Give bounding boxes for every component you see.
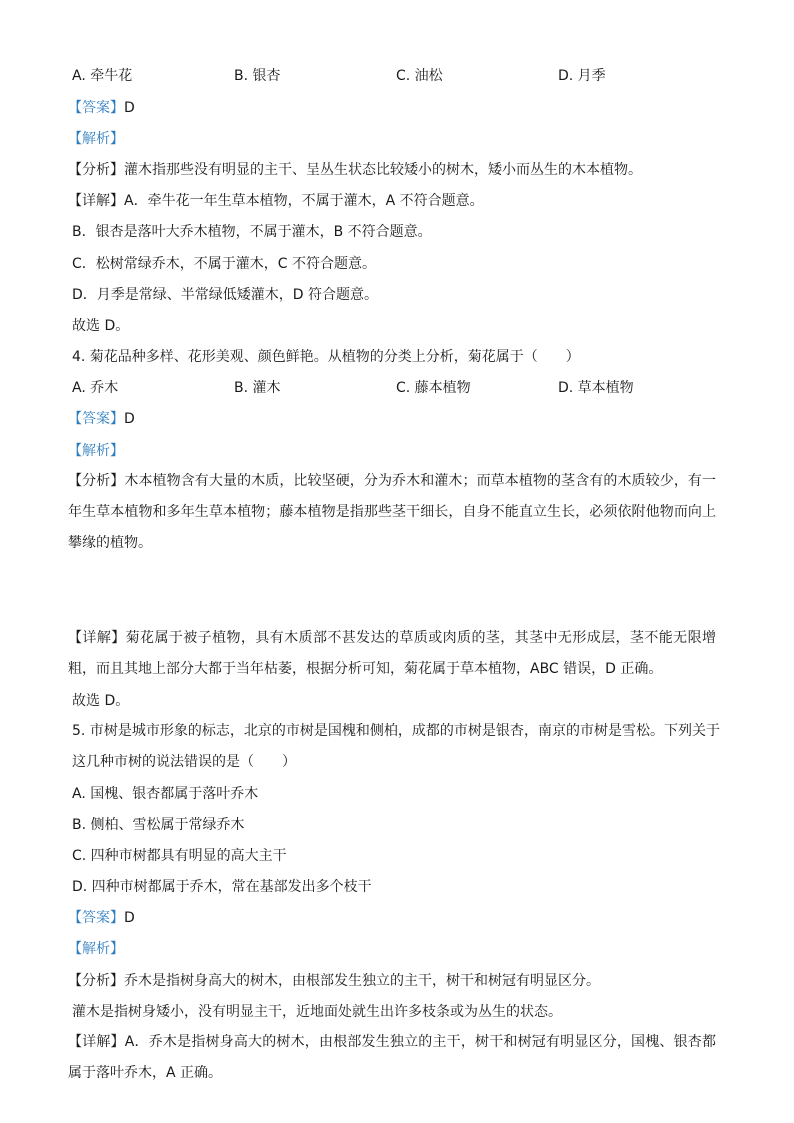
xiangjie-tag: 【详解】 xyxy=(68,193,124,209)
answer-value: D xyxy=(124,411,135,427)
xiangjie-text: 菊花属于被子植物，具有木质部不甚发达的草质或肉质的茎，其茎中无形成层，茎不能无限增粗，而且其地上部分大都于当年枯萎，根据分析可知，菊花属于草本植物，ABC 错误，D 正确。 xyxy=(68,630,717,677)
q3-detail-d: D．月季是常绿、半常绿低矮灌木，D 符合题意。 xyxy=(72,287,379,303)
q5-analysis-heading xyxy=(68,939,124,959)
q3-option-a: A. 牵牛花 xyxy=(72,68,133,84)
answer-value: D xyxy=(124,910,135,926)
q3-detail-b: B．银杏是落叶大乔木植物，不属于灌木，B 不符合题意。 xyxy=(72,224,432,240)
xiangjie-tag: 【详解】 xyxy=(68,1034,125,1050)
q5-option-b: B. 侧柏、雪松属于常绿乔木 xyxy=(72,817,245,833)
q4-fenxi xyxy=(68,466,716,559)
fenxi-text: 灌木指那些没有明显的主干、呈丛生状态比较矮小的树木，矮小而丛生的木本植物。 xyxy=(124,162,642,178)
q5-option-c: C. 四种市树都具有明显的高大主干 xyxy=(72,848,287,864)
fenxi-tag: 【分析】 xyxy=(68,162,124,178)
fenxi-text: 乔木是指树身高大的树木，由根部发生独立的主干，树干和树冠有明显区分。 xyxy=(124,973,600,989)
answer-tag: 【答案】 xyxy=(68,411,124,427)
q5-fenxi xyxy=(68,971,600,991)
q3-conclusion: 故选 D。 xyxy=(72,318,130,334)
answer-tag: 【答案】 xyxy=(68,910,124,926)
q5-stem: 5. 市树是城市形象的标志，北京的市树是国槐和侧柏，成都的市树是银杏，南京的市树是雪松。下列关于这几种市树的说法错误的是（ ） xyxy=(72,723,720,770)
analysis-tag: 【解析】 xyxy=(68,941,124,957)
analysis-tag: 【解析】 xyxy=(68,131,124,147)
q3-option-d: D. 月季 xyxy=(558,68,606,84)
fenxi-text: 木本植物含有大量的木质，比较坚硬，分为乔木和灌木；而草本植物的茎含有的木质较少，有一年生草本植物和多年生草本植物；藤本植物是指那些茎干细长，自身不能直立生长，必须依附他物而向上攀缘的植物。 xyxy=(68,473,717,551)
q4-conclusion: 故选 D。 xyxy=(72,693,130,709)
q3-fenxi xyxy=(68,160,642,180)
q3-option-c: C. 油松 xyxy=(396,68,443,84)
q4-option-d: D. 草本植物 xyxy=(558,380,634,396)
q3-option-b: B. 银杏 xyxy=(234,68,281,84)
q5-answer xyxy=(68,908,135,928)
xiangjie-text: A．乔木是指树身高大的树木，由根部发生独立的主干，树干和树冠有明显区分，国槐、银杏都属于落叶乔木，A 正确。 xyxy=(68,1034,716,1081)
q3-xiangjie xyxy=(68,191,484,211)
q4-option-c: C. 藤本植物 xyxy=(396,380,471,396)
fenxi-tag: 【分析】 xyxy=(68,973,124,989)
xiangjie-text: A．牵牛花一年生草本植物，不属于灌木，A 不符合题意。 xyxy=(124,193,484,209)
q3-detail-c: C．松树常绿乔木，不属于灌木，C 不符合题意。 xyxy=(72,256,376,272)
q3-analysis-heading xyxy=(68,129,124,149)
q4-option-b: B. 灌木 xyxy=(234,380,281,396)
fenxi-tag: 【分析】 xyxy=(68,473,125,489)
answer-tag: 【答案】 xyxy=(68,100,124,116)
q4-answer xyxy=(68,409,135,429)
q4-xiangjie xyxy=(68,623,716,685)
q4-stem: 4. 菊花品种多样、花形美观、颜色鲜艳。从植物的分类上分析，菊花属于（ ） xyxy=(72,349,580,365)
q5-fenxi-shrub: 灌木是指树身矮小，没有明显主干，近地面处就生出许多枝条或为丛生的状态。 xyxy=(72,1004,562,1020)
q3-answer xyxy=(68,98,135,118)
analysis-tag: 【解析】 xyxy=(68,443,124,459)
q5-option-a: A. 国槐、银杏都属于落叶乔木 xyxy=(72,786,259,802)
xiangjie-tag: 【详解】 xyxy=(68,630,126,646)
q5-xiangjie xyxy=(68,1027,716,1089)
q5-option-d: D. 四种市树都属于乔木，常在基部发出多个枝干 xyxy=(72,879,372,895)
q4-option-a: A. 乔木 xyxy=(72,380,119,396)
answer-value: D xyxy=(124,100,135,116)
q4-analysis-heading xyxy=(68,441,124,461)
